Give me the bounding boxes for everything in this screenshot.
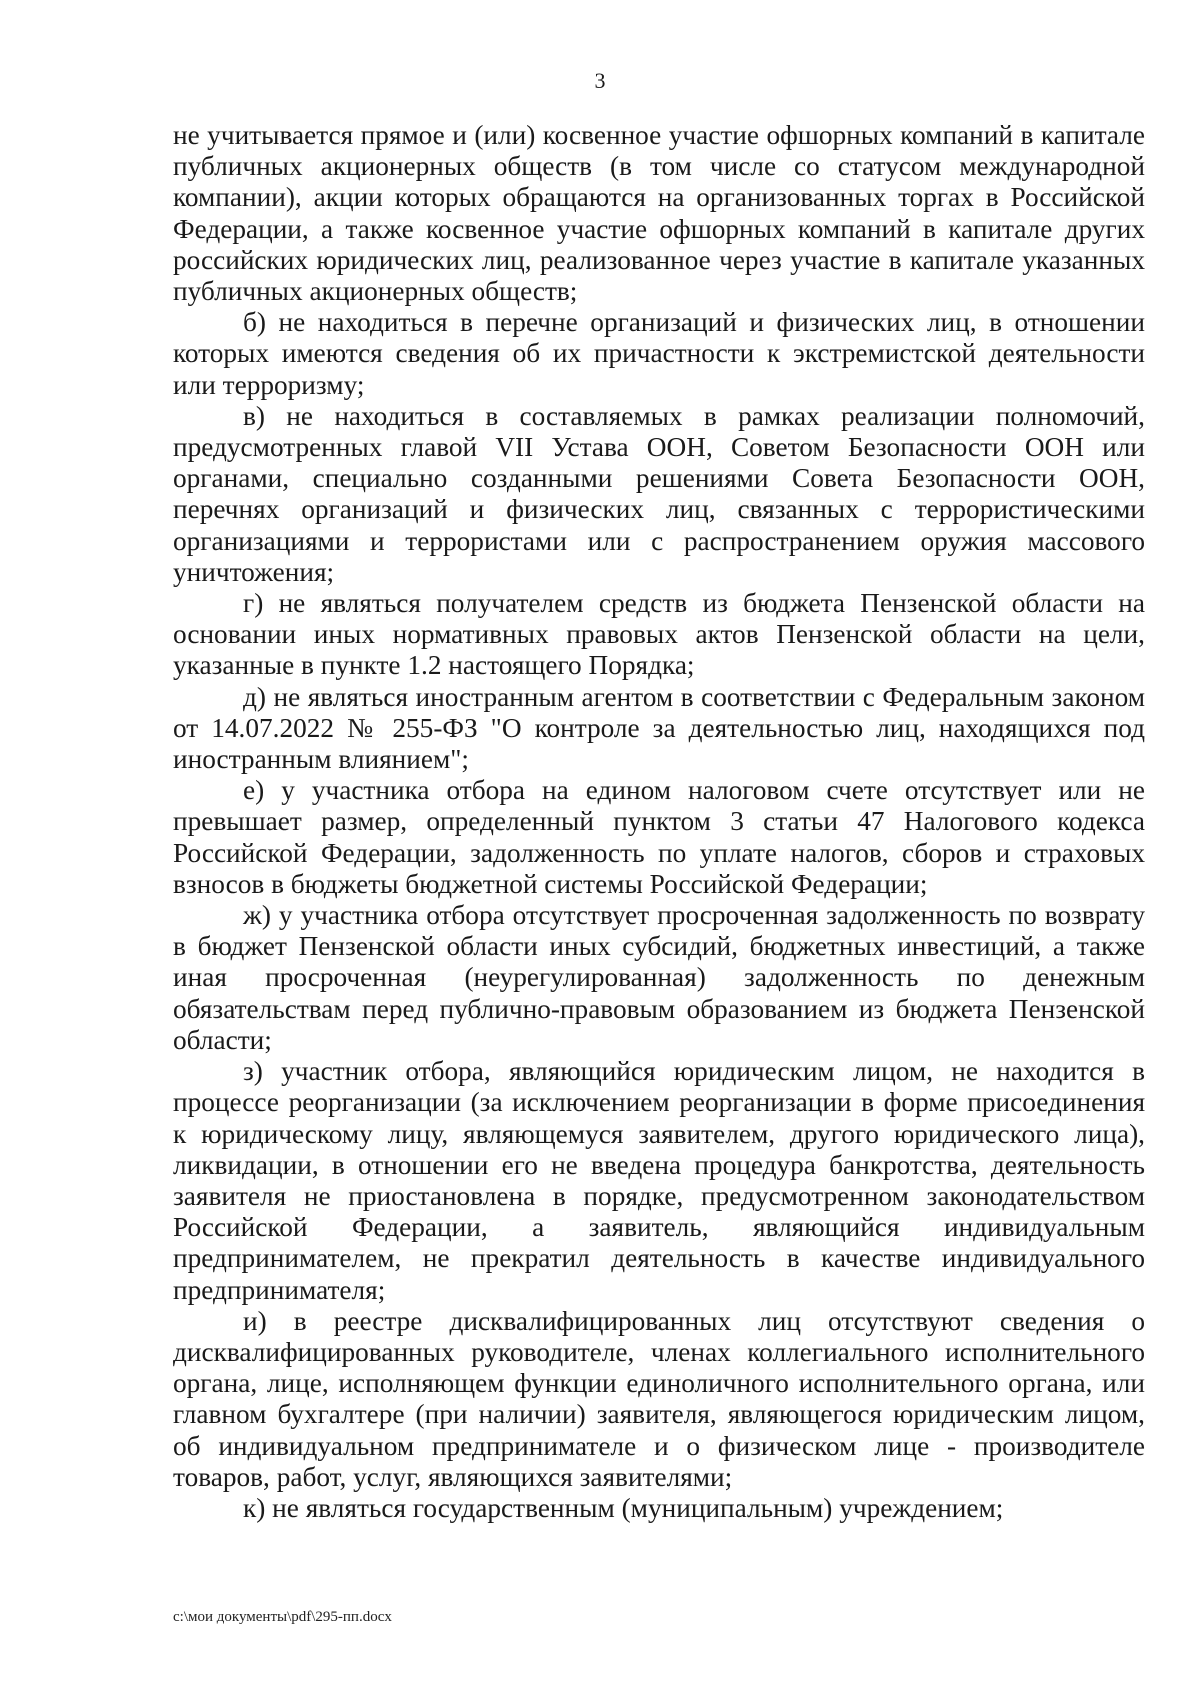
paragraph-item-v: в) не находиться в составляемых в рамках реализации полномочий, предусмотренных главой VII Устава ООН, Советом Безопасности ООН или органами, специально созданными решениями Совета Безопасности ООН, перечнях организаций и физических лиц, связанных с террористическими организациями и террористами или с распространением оружия массового уничтожения; bbox=[173, 400, 1145, 587]
paragraph-item-zh: ж) у участника отбора отсутствует просроченная задолженность по возврату в бюджет Пензенской области иных субсидий, бюджетных инвестиций, а также иная просроченная (неурегулированная) задолженность по денежным обязательствам перед публично-правовым образованием из бюджета Пензенской области; bbox=[173, 900, 1145, 1055]
paragraph-continuation: не учитывается прямое и (или) косвенное участие офшорных компаний в капитале публичных акционерных обществ (в том числе со статусом международной компании), акции которых обращаются на организованных торгах в Российской Федерации, а также косвенное участие офшорных компаний в капитале других российских юридических лиц, реализованное через участие в капитале указанных публичных акционерных обществ; bbox=[173, 120, 1145, 307]
paragraph-item-d: д) не являться иностранным агентом в соответствии с Федеральным законом от 14.07.2022 № 255-ФЗ "О контроле за деятельностью лиц, находящихся под иностранным влиянием"; bbox=[173, 681, 1145, 775]
paragraph-item-e: е) у участника отбора на едином налоговом счете отсутствует или не превышает размер, определенный пунктом 3 статьи 47 Налогового кодекса Российской Федерации, задолженность по уплате налогов, сборов и страховых взносов в бюджеты бюджетной системы Российской Федерации; bbox=[173, 775, 1145, 899]
document-body bbox=[173, 120, 1145, 1524]
paragraph-item-i: и) в реестре дисквалифицированных лиц отсутствуют сведения о дисквалифицированных руководителе, членах коллегиального исполнительного органа, лице, исполняющем функции единоличного исполнительного органа, или главном бухгалтере (при наличии) заявителя, являющегося юридическим лицом, об индивидуальном предпринимателе и о физическом лице - производителе товаров, работ, услуг, являющихся заявителями; bbox=[173, 1305, 1145, 1492]
paragraph-item-k: к) не являться государственным (муниципальным) учреждением; bbox=[243, 1492, 1004, 1523]
paragraph-item-g: г) не являться получателем средств из бюджета Пензенской области на основании иных нормативных правовых актов Пензенской области на цели, указанные в пункте 1.2 настоящего Порядка; bbox=[173, 588, 1145, 681]
footer-file-path: c:\мои документы\pdf\295-пп.docx bbox=[173, 1609, 392, 1625]
paragraph-item-b: б) не находиться в перечне организаций и физических лиц, в отношении которых имеются сведения об их причастности к экстремистской деятельности или терроризму; bbox=[173, 307, 1145, 400]
paragraph-item-z: з) участник отбора, являющийся юридическим лицом, не находится в процессе реорганизации (за исключением реорганизации в форме присоединения к юридическому лицу, являющемуся заявителем, другого юридического лица), ликвидации, в отношении его не введена процедура банкротства, деятельность заявителя не приостановлена в порядке, предусмотренном законодательством Российской Федерации, а заявитель, являющийся индивидуальным предпринимателем, не прекратил деятельность в качестве индивидуального предпринимателя; bbox=[173, 1056, 1145, 1305]
page-number: 3 bbox=[594, 68, 606, 93]
